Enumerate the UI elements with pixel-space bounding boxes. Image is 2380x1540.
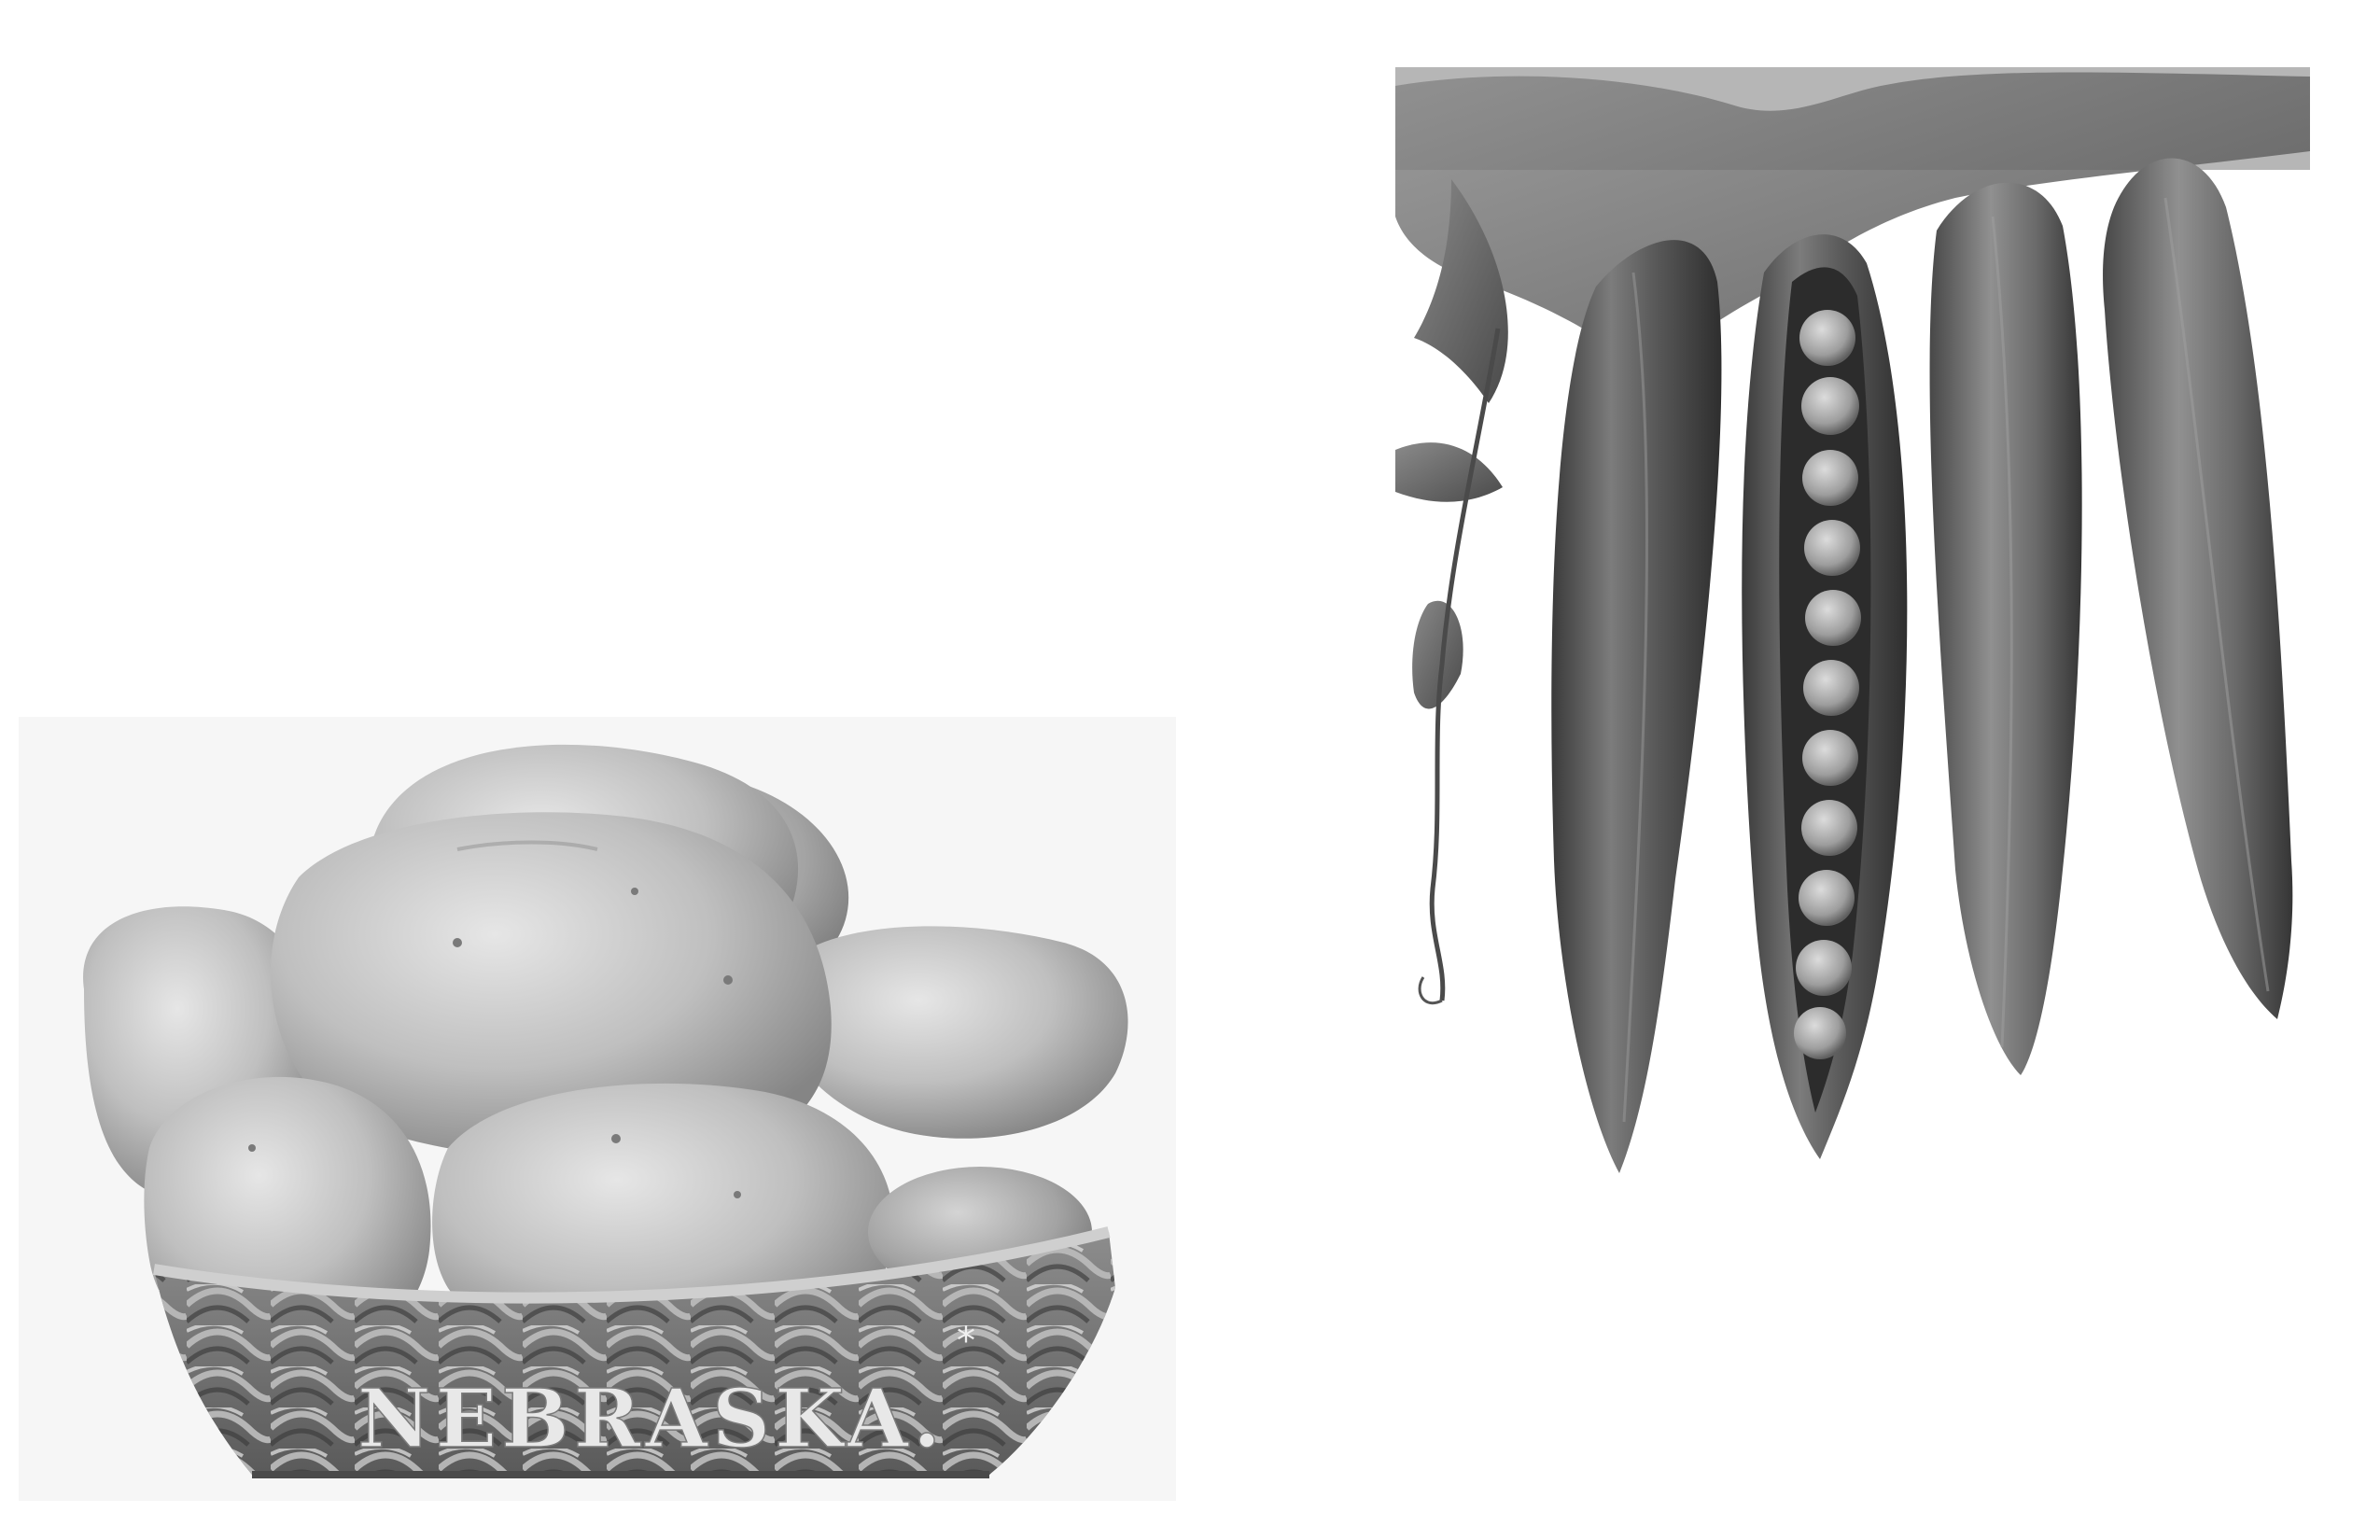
basket-label: NEBRASKA. (357, 1372, 946, 1466)
asterisk-mark: * (957, 1320, 975, 1363)
pea-pods-illustration (1395, 67, 2310, 1197)
potatoes-basket-drawing (19, 709, 1181, 1512)
pea-pod (1930, 183, 2082, 1075)
pea-pods-drawing (1395, 67, 2310, 1197)
pea-stem (1432, 329, 1498, 1001)
pea-pod-open (1742, 234, 1907, 1159)
potatoes-basket-illustration (19, 709, 1181, 1512)
pea-pod (1551, 240, 1721, 1173)
pea-pod (2103, 159, 2292, 1020)
